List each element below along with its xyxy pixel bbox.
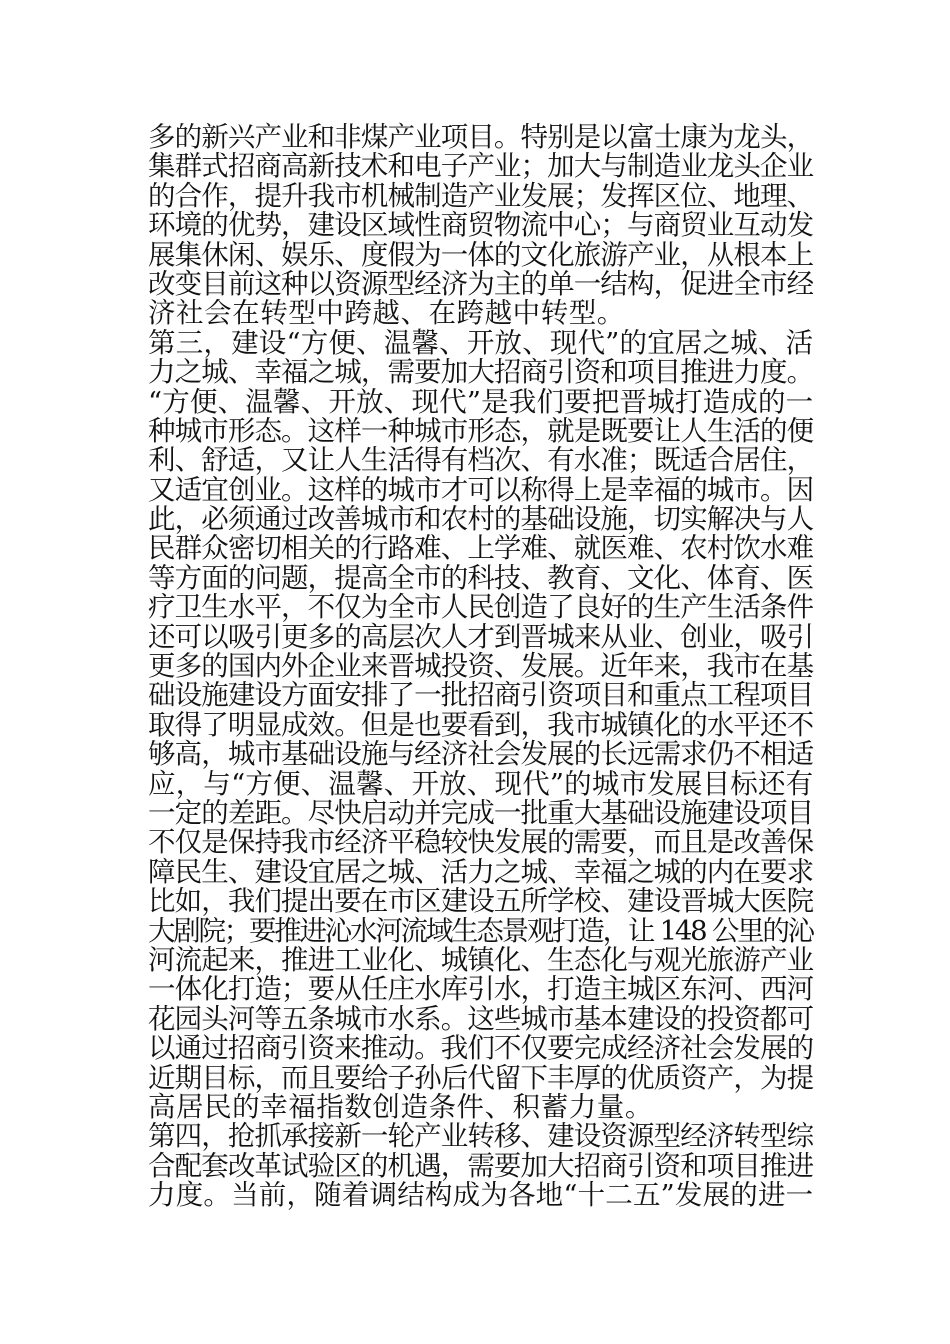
text-line: 大剧院；要推进沁水河流域生态景观打造，让 148 公里的沁 bbox=[148, 914, 813, 947]
text-line: 础设施建设方面安排了一批招商引资项目和重点工程项目 bbox=[148, 679, 814, 712]
text-line: 疗卫生水平，不仅为全市人民创造了良好的生产生活条件 bbox=[148, 591, 814, 624]
text-line: 种城市形态。这样一种城市形态，就是既要让人生活的便 bbox=[148, 414, 814, 447]
text-line: 等方面的问题，提高全市的科技、教育、文化、体育、医 bbox=[148, 561, 814, 594]
text-line: 以通过招商引资来推动。我们不仅要完成经济社会发展的 bbox=[148, 1032, 814, 1065]
body-text bbox=[148, 123, 813, 1210]
text-line: 还可以吸引更多的高层次人才到晋城来从业、创业，吸引 bbox=[148, 620, 814, 653]
text-line: 民群众密切相关的行路难、上学难、就医难、农村饮水难 bbox=[148, 532, 814, 565]
text-line: 此，必须通过改善城市和农村的基础设施，切实解决与人 bbox=[148, 503, 814, 536]
text-line: 比如，我们提出要在市区建设五所学校、建设晋城大医院 bbox=[148, 885, 814, 918]
text-line: “方便、温馨、开放、现代”是我们要把晋城打造成的一 bbox=[148, 385, 814, 418]
text-line: 环境的优势，建设区域性商贸物流中心；与商贸业互动发 bbox=[148, 209, 814, 242]
text-line: 济社会在转型中跨越、在跨越中转型。 bbox=[148, 297, 625, 330]
text-line: 近期目标，而且要给子孙后代留下丰厚的优质资产，为提 bbox=[148, 1061, 814, 1094]
text-line: 够高，城市基础设施与经济社会发展的长远需求仍不相适 bbox=[148, 738, 814, 771]
text-line: 更多的国内外企业来晋城投资、发展。近年来，我市在基 bbox=[148, 650, 814, 683]
text-line: 的合作，提升我市机械制造产业发展；发挥区位、地理、 bbox=[148, 179, 814, 212]
text-line: 不仅是保持我市经济平稳较快发展的需要，而且是改善保 bbox=[148, 826, 814, 859]
text-line: 一定的差距。尽快启动并完成一批重大基础设施建设项目 bbox=[148, 796, 814, 829]
text-line: 合配套改革试验区的机遇，需要加大招商引资和项目推进 bbox=[148, 1149, 814, 1182]
text-line: 高居民的幸福指数创造条件、积蓄力量。 bbox=[148, 1090, 653, 1123]
text-line: 改变目前这种以资源型经济为主的单一结构，促进全市经 bbox=[148, 267, 814, 300]
text-line: 花园头河等五条城市水系。这些城市基本建设的投资都可 bbox=[148, 1002, 814, 1035]
text-line: 障民生、建设宜居之城、活力之城、幸福之城的内在要求 bbox=[148, 855, 814, 888]
text-line: 第四，抢抓承接新一轮产业转移、建设资源型经济转型综 bbox=[148, 1120, 814, 1153]
text-line: 取得了明显成效。但是也要看到，我市城镇化的水平还不 bbox=[148, 708, 814, 741]
text-line: 应，与“方便、温馨、开放、现代”的城市发展目标还有 bbox=[148, 767, 814, 800]
text-line: 展集休闲、娱乐、度假为一体的文化旅游产业，从根本上 bbox=[148, 238, 814, 271]
text-line: 力之城、幸福之城，需要加大招商引资和项目推进力度。 bbox=[148, 356, 814, 389]
text-line: 利、舒适，又让人生活得有档次、有水准；既适合居住， bbox=[148, 444, 814, 477]
text-line: 集群式招商高新技术和电子产业；加大与制造业龙头企业 bbox=[148, 150, 814, 183]
text-line: 力度。当前，随着调结构成为各地“十二五”发展的进一 bbox=[148, 1179, 814, 1212]
text-line: 又适宜创业。这样的城市才可以称得上是幸福的城市。因 bbox=[148, 473, 814, 506]
text-line: 一体化打造；要从任庄水库引水，打造主城区东河、西河 bbox=[148, 973, 814, 1006]
text-line: 第三，建设“方便、温馨、开放、现代”的宜居之城、活 bbox=[148, 326, 814, 359]
text-line: 多的新兴产业和非煤产业项目。特别是以富士康为龙头， bbox=[148, 121, 814, 153]
text-line: 河流起来，推进工业化、城镇化、生态化与观光旅游产业 bbox=[148, 943, 814, 976]
